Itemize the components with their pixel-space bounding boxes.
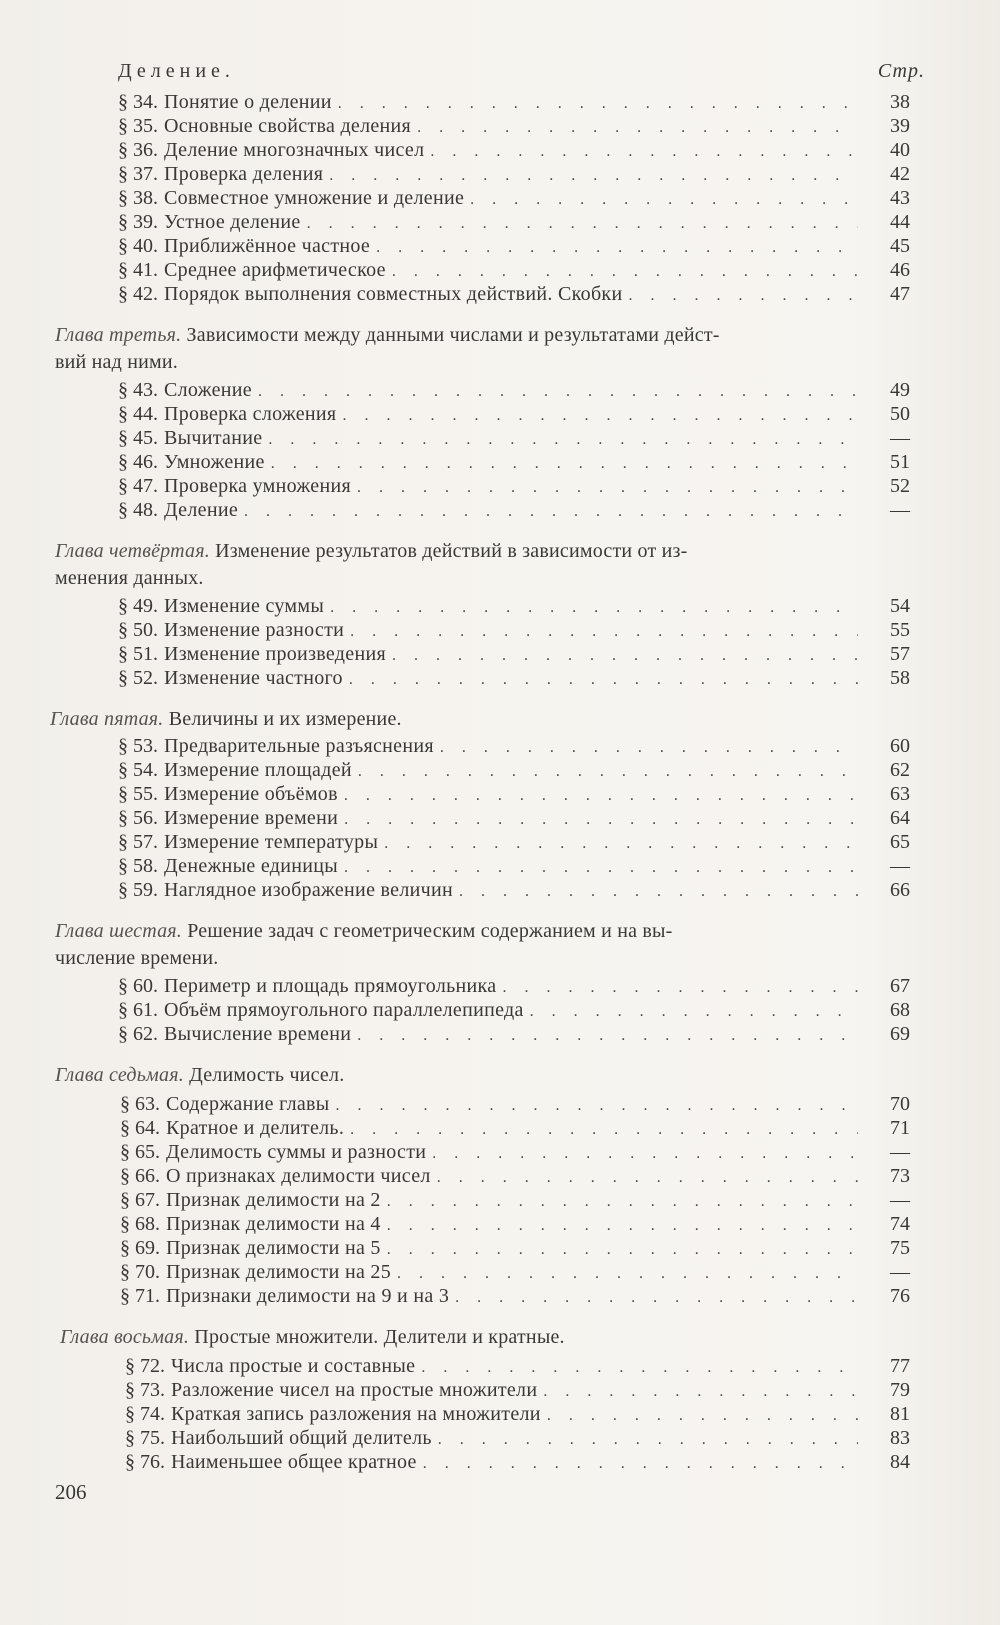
toc-entry [118,282,910,306]
entry-title: Периметр и площадь прямоугольника [164,975,497,997]
entry-number: § 68. [120,1213,160,1235]
entry-page: 69 [890,1023,910,1045]
entry-page: 84 [890,1451,910,1473]
chapter-title: Зависимости между данными числами и результатами дейст- [186,324,720,346]
entry-page: 73 [890,1165,910,1187]
entry-number: § 35. [118,115,158,137]
leader-dots [397,1262,858,1286]
leader-dots [387,1214,858,1238]
entry-number: § 46. [118,451,158,473]
leader-dots [387,1238,858,1262]
entry-page: 42 [890,163,910,185]
entry-number: § 69. [120,1237,160,1259]
entry-page: 67 [890,975,910,997]
toc-entry [118,974,910,998]
toc-entry [118,402,910,426]
entry-number: § 71. [120,1285,160,1307]
chapter-heading [55,1062,910,1089]
entry-number: § 64. [120,1117,160,1139]
entry-number: § 54. [118,759,158,781]
entry-page: 57 [890,643,910,665]
chapter-heading [55,538,910,592]
leader-dots [330,596,858,620]
entry-title: Проверка деления [164,163,324,185]
leader-dots [258,380,858,404]
leader-dots [358,760,858,784]
entry-page: 74 [890,1213,910,1235]
entry-number: § 63. [120,1093,160,1115]
toc-entry [118,234,910,258]
entry-title: Изменение суммы [164,595,325,617]
toc-entry [118,666,910,690]
toc-entry [120,1140,910,1164]
leader-dots [349,668,858,692]
leader-dots [307,212,858,236]
entry-number: § 34. [118,91,158,113]
entry-page: 58 [890,667,910,689]
leader-dots [628,284,858,308]
entry-title: Приближённое частное [164,235,371,257]
toc-entry [125,1450,910,1474]
toc-header [118,60,925,88]
entry-page: 45 [890,235,910,257]
entry-title: Наибольший общий делитель [171,1427,432,1449]
toc-entry [120,1260,910,1284]
entry-page: 71 [890,1117,910,1139]
leader-dots [423,1452,858,1476]
chapter-title: Величины и их измерение. [168,708,402,730]
entry-number: § 47. [118,475,158,497]
chapter-heading [55,918,910,972]
leader-dots [271,452,858,476]
entry-title: Предварительные разъяснения [164,735,434,757]
entry-page: — [890,427,910,449]
entry-title: Числа простые и составные [171,1355,416,1377]
entry-title: Сложение [164,379,252,401]
entry-title: Измерение площадей [164,759,352,781]
toc-entry [118,806,910,830]
entry-number: § 60. [118,975,158,997]
entry-number: § 37. [118,163,158,185]
entry-number: § 67. [120,1189,160,1211]
leader-dots [329,164,858,188]
leader-dots [350,1118,858,1142]
toc-entry [120,1092,910,1116]
entry-title: Объём прямоугольного параллелепипеда [164,999,524,1021]
entry-number: § 50. [118,619,158,641]
toc-entry [118,450,910,474]
chapter-title-continuation: менения данных. [55,567,204,589]
entry-page: 47 [890,283,910,305]
entry-page: 76 [890,1285,910,1307]
entry-title: Признак делимости на 4 [166,1213,381,1235]
entry-title: Проверка умножения [164,475,351,497]
entry-number: § 51. [118,643,158,665]
entry-page: 77 [890,1355,910,1377]
entry-number: § 58. [118,855,158,877]
leader-dots [344,808,858,832]
leader-dots [440,736,858,760]
entry-page: 75 [890,1237,910,1259]
entry-page: 52 [890,475,910,497]
entry-title: Кратное и делитель. [166,1117,345,1139]
entry-number: § 57. [118,831,158,853]
entry-title: Устное деление [164,211,301,233]
entry-number: § 66. [120,1165,160,1187]
entry-title: Изменение частного [164,667,343,689]
entry-number: § 62. [118,1023,158,1045]
entry-number: § 45. [118,427,158,449]
chapter-title: Простые множители. Делители и кратные. [194,1326,565,1348]
chapter-title: Делимость чисел. [189,1064,345,1086]
leader-dots [547,1404,858,1428]
entry-page: 81 [890,1403,910,1425]
entry-page: 46 [890,259,910,281]
entry-page: 60 [890,735,910,757]
chapter-heading [60,1324,910,1351]
entry-page: 43 [890,187,910,209]
entry-number: § 53. [118,735,158,757]
chapter-title-continuation: вий над ними. [55,351,178,373]
chapter-title-continuation: числение времени. [55,947,219,969]
entry-page: 70 [890,1093,910,1115]
chapter-heading [50,706,910,733]
toc-entry [120,1236,910,1260]
entry-title: Признак делимости на 2 [166,1189,381,1211]
entry-title: Признаки делимости на 9 и на 3 [166,1285,450,1307]
entry-title: Изменение разности [164,619,345,641]
entry-title: Деление многозначных чисел [164,139,425,161]
entry-number: § 72. [125,1355,165,1377]
entry-page: — [890,1189,910,1211]
leader-dots [376,236,858,260]
entry-page: — [890,855,910,877]
leader-dots [432,1142,858,1166]
entry-number: § 70. [120,1261,160,1283]
toc-entry [120,1212,910,1236]
entry-number: § 42. [118,283,158,305]
toc-entry [118,138,910,162]
leader-dots [502,976,858,1000]
leader-dots [384,832,858,856]
entry-page: 62 [890,759,910,781]
entry-number: § 38. [118,187,158,209]
entry-title: Совместное умножение и деление [164,187,465,209]
leader-dots [268,428,858,452]
toc-entry [118,90,910,114]
chapter-heading [55,322,910,376]
entry-page: 49 [890,379,910,401]
toc-entry [118,734,910,758]
toc-entry [125,1354,910,1378]
leader-dots [357,476,858,500]
chapter-label: Глава шестая. [55,920,182,942]
entry-title: Наглядное изображение величин [164,879,453,901]
toc-entry [118,426,910,450]
entry-title: Вычисление времени [164,1023,352,1045]
entry-number: § 39. [118,211,158,233]
leader-dots [387,1190,858,1214]
leader-dots [470,188,858,212]
entry-number: § 55. [118,783,158,805]
toc-entry [118,474,910,498]
toc-entry [118,878,910,902]
leader-dots [357,1024,858,1048]
leader-dots [437,1166,858,1190]
entry-page: 66 [890,879,910,901]
entry-page: 39 [890,115,910,137]
entry-page: 40 [890,139,910,161]
entry-title: Денежные единицы [164,855,339,877]
toc-entry [118,618,910,642]
entry-page: 44 [890,211,910,233]
toc-entry [118,594,910,618]
chapter-label: Глава пятая. [50,708,164,730]
leader-dots [543,1380,858,1404]
leader-dots [342,404,858,428]
entry-number: § 61. [118,999,158,1021]
entry-page: 65 [890,831,910,853]
leader-dots [344,784,858,808]
entry-number: § 48. [118,499,158,521]
entry-title: Наименьшее общее кратное [171,1451,417,1473]
leader-dots [244,500,858,524]
toc-entry [118,498,910,522]
entry-page: 51 [890,451,910,473]
chapter-label: Глава седьмая. [55,1064,184,1086]
toc-entry [118,114,910,138]
chapter-label: Глава третья. [55,324,182,346]
entry-number: § 56. [118,807,158,829]
leader-dots [350,620,858,644]
entry-title: Краткая запись разложения на множители [171,1403,541,1425]
toc-entry [118,378,910,402]
toc-entry [125,1402,910,1426]
entry-title: О признаках делимости чисел [166,1165,431,1187]
toc-entry [118,642,910,666]
leader-dots [530,1000,858,1024]
toc-entry [118,1022,910,1046]
leader-dots [455,1286,858,1310]
leader-dots [344,856,858,880]
entry-title: Деление [164,499,239,521]
chapter-title: Решение задач с геометрическим содержанием и на вы- [187,920,673,942]
entry-number: § 65. [120,1141,160,1163]
entry-page: 50 [890,403,910,425]
entry-number: § 40. [118,235,158,257]
entry-page: — [890,1141,910,1163]
toc-entry [118,998,910,1022]
toc-entry [120,1284,910,1308]
leader-dots [392,260,858,284]
entry-title: Понятие о делении [164,91,332,113]
entry-number: § 73. [125,1379,165,1401]
toc-entry [118,162,910,186]
entry-title: Измерение объёмов [164,783,338,805]
entry-title: Умножение [164,451,265,473]
entry-title: Измерение времени [164,807,339,829]
chapter-label: Глава восьмая. [60,1326,190,1348]
page-number: 206 [55,1480,87,1504]
entry-page: 68 [890,999,910,1021]
leader-dots [430,140,858,164]
toc-entry [118,258,910,282]
toc-entry [118,186,910,210]
section-title: Деление. [118,60,235,82]
entry-title: Вычитание [164,427,263,449]
entry-number: § 74. [125,1403,165,1425]
leader-dots [459,880,858,904]
leader-dots [421,1356,858,1380]
chapter-label: Глава четвёртая. [55,540,210,562]
toc-entry [120,1164,910,1188]
leader-dots [338,92,858,116]
toc-entry [120,1116,910,1140]
entry-page: 64 [890,807,910,829]
toc-entry [118,830,910,854]
toc-entry [125,1378,910,1402]
toc-entry [118,854,910,878]
entry-page: 79 [890,1379,910,1401]
entry-title: Измерение температуры [164,831,379,853]
toc-entry [118,210,910,234]
leader-dots [438,1428,858,1452]
entry-title: Порядок выполнения совместных действий. Скобки [164,283,623,305]
leader-dots [336,1094,858,1118]
entry-number: § 76. [125,1451,165,1473]
entry-page: 83 [890,1427,910,1449]
entry-page: — [890,1261,910,1283]
toc-entry [118,758,910,782]
chapter-title: Изменение результатов действий в зависимости от из- [215,540,688,562]
entry-number: § 59. [118,879,158,901]
page-column-heading: Стр. [877,60,925,82]
entry-number: § 43. [118,379,158,401]
entry-title: Содержание главы [166,1093,330,1115]
entry-title: Основные свойства деления [164,115,412,137]
entry-title: Проверка сложения [164,403,337,425]
entry-number: § 44. [118,403,158,425]
entry-page: 38 [890,91,910,113]
entry-number: § 75. [125,1427,165,1449]
toc-entry [125,1426,910,1450]
toc-entry [120,1188,910,1212]
entry-title: Среднее арифметическое [164,259,386,281]
entry-page: — [890,499,910,521]
entry-title: Делимость суммы и разности [166,1141,427,1163]
entry-number: § 52. [118,667,158,689]
entry-title: Разложение чисел на простые множители [171,1379,538,1401]
entry-page: 55 [890,619,910,641]
leader-dots [417,116,858,140]
entry-number: § 36. [118,139,158,161]
entry-number: § 41. [118,259,158,281]
leader-dots [392,644,858,668]
entry-number: § 49. [118,595,158,617]
entry-title: Изменение произведения [164,643,386,665]
entry-title: Признак делимости на 25 [166,1261,392,1283]
entry-page: 54 [890,595,910,617]
toc-entry [118,782,910,806]
entry-title: Признак делимости на 5 [166,1237,381,1259]
entry-page: 63 [890,783,910,805]
